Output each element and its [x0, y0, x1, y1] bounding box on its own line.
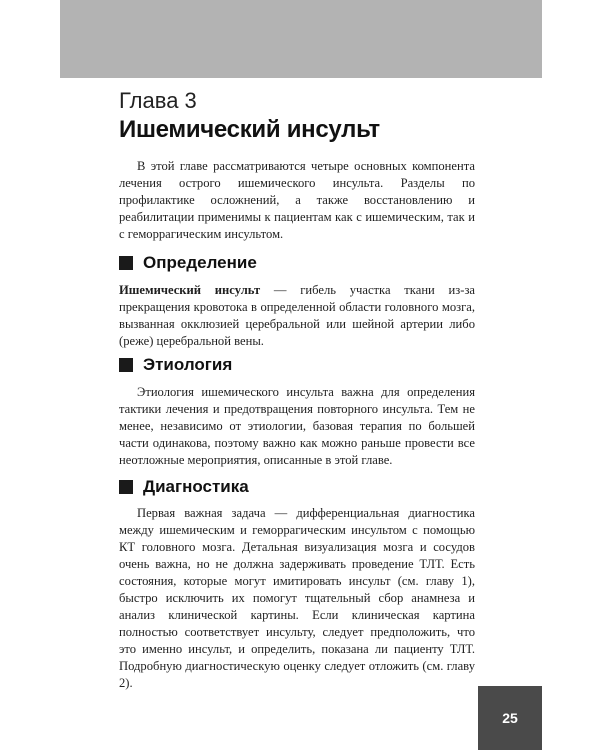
- chapter-title: Ишемический инсульт: [119, 116, 380, 143]
- section-heading-diagnostics: [119, 476, 249, 498]
- page-number-tab: [478, 686, 542, 750]
- section-title: Диагностика: [143, 477, 249, 496]
- square-bullet-icon: [119, 256, 133, 270]
- square-bullet-icon: [119, 480, 133, 494]
- section-title: Этиология: [143, 355, 233, 374]
- header-band: [60, 0, 542, 78]
- section-heading-definition: [119, 252, 257, 274]
- square-bullet-icon: [119, 358, 133, 372]
- definition-term: Ишемический инсульт: [119, 283, 261, 297]
- etiology-paragraph: Этиология ишемического инсульта важна для определения тактики лечения и предотвращения повторного инсульта. Тем не менее, независимо от этиологии, базовая терапия по большей части одинакова, поэтому важно как можно раньше провести все неотложные мероприятия, описанные в этой главе.: [119, 385, 475, 467]
- diagnostics-paragraph: Первая важная задача — дифференциальная диагностика между ишемическим и геморрагическим инсультом с помощью КТ головного мозга. Детальная визуализация мозга и сосудов очень важна, но не должна задерживать проведение ТЛТ. Есть состояния, которые могут имитировать инсульт (см. главу 1), быстро исключить их помогут тщательный сбор анамнеза и анализ клинической картины. Если клиническая картина полностью соответствует инсульту, следует предположить, что это именно инсульт, и определить, показана ли пациенту ТЛТ. Подробную диагностическую оценку следует отложить (см. главу 2).: [119, 506, 475, 690]
- definition-paragraph: [119, 282, 475, 350]
- intro-paragraph: В этой главе рассматриваются четыре основных компонента лечения острого ишемического инсульта. Разделы по профилактике осложнений, а также восстановлению и реабилитации применимы к пациентам как с ишемическим, так и с геморрагическим инсультом.: [119, 159, 475, 241]
- page-number: 25: [502, 710, 518, 726]
- chapter-label: Глава 3: [119, 88, 197, 113]
- section-title: Определение: [143, 253, 257, 272]
- definition-text: — гибель участка ткани из-за прекращения кровотока в определенной области головного мозга, вызванная окклюзией церебральной или шейной артерии либо (реже) церебральной вены.: [119, 283, 476, 348]
- section-heading-etiology: [119, 354, 232, 376]
